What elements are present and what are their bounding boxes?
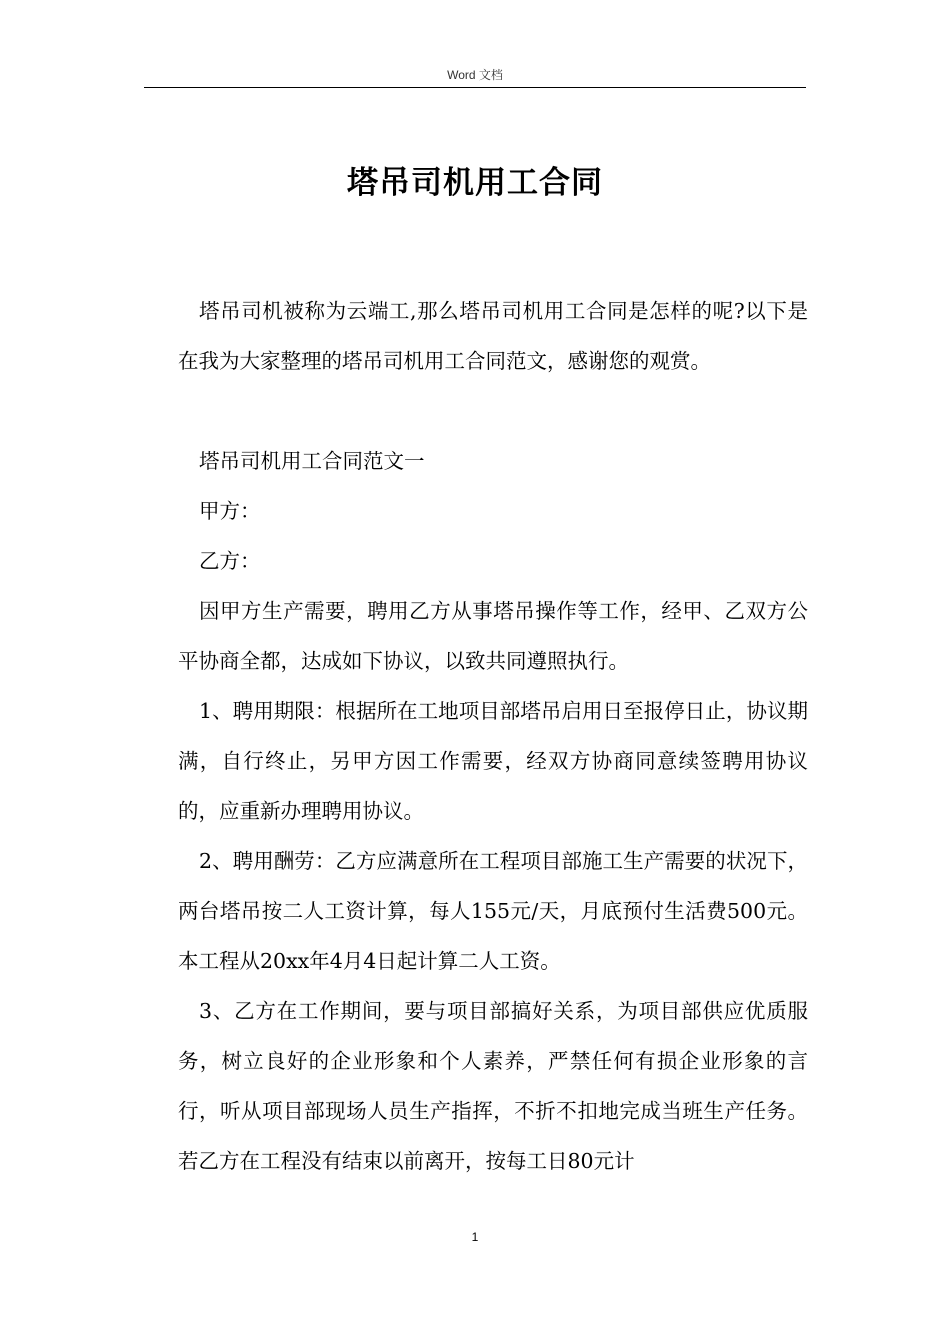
preamble-paragraph: 因甲方生产需要，聘用乙方从事塔吊操作等工作，经甲、乙双方公平协商全都，达成如下协议，以致共同遵照执行。 <box>178 599 808 673</box>
document-title: 塔吊司机用工合同 <box>347 165 603 201</box>
section-heading: 塔吊司机用工合同范文一 <box>199 449 425 473</box>
document-body <box>178 286 808 1186</box>
clause-3-paragraph: 3、乙方在工作期间，要与项目部搞好关系，为项目部供应优质服务，树立良好的企业形象和个人素养，严禁任何有损企业形象的言行，听从项目部现场人员生产指挥，不折不扣地完成当班生产任务。若乙方在工程没有结束以前离开，按每工日80元计 <box>178 999 808 1173</box>
page-header: Word 文档 <box>447 68 503 82</box>
party-b-line: 乙方： <box>199 549 261 573</box>
intro-paragraph: 塔吊司机被称为云端工,那么塔吊司机用工合同是怎样的呢?以下是在我为大家整理的塔吊司机用工合同范文，感谢您的观赏。 <box>178 299 808 373</box>
header-divider <box>144 87 806 88</box>
clause-1-paragraph: 1、聘用期限：根据所在工地项目部塔吊启用日至报停日止，协议期满，自行终止，另甲方因工作需要，经双方协商同意续签聘用协议的，应重新办理聘用协议。 <box>178 699 808 823</box>
party-a-line: 甲方： <box>199 499 261 523</box>
page-number: 1 <box>471 1230 479 1244</box>
clause-2-paragraph: 2、聘用酬劳：乙方应满意所在工程项目部施工生产需要的状况下，两台塔吊按二人工资计算，每人155元/天，月底预付生活费500元。本工程从20xx年4月4日起计算二人工资。 <box>178 849 808 973</box>
